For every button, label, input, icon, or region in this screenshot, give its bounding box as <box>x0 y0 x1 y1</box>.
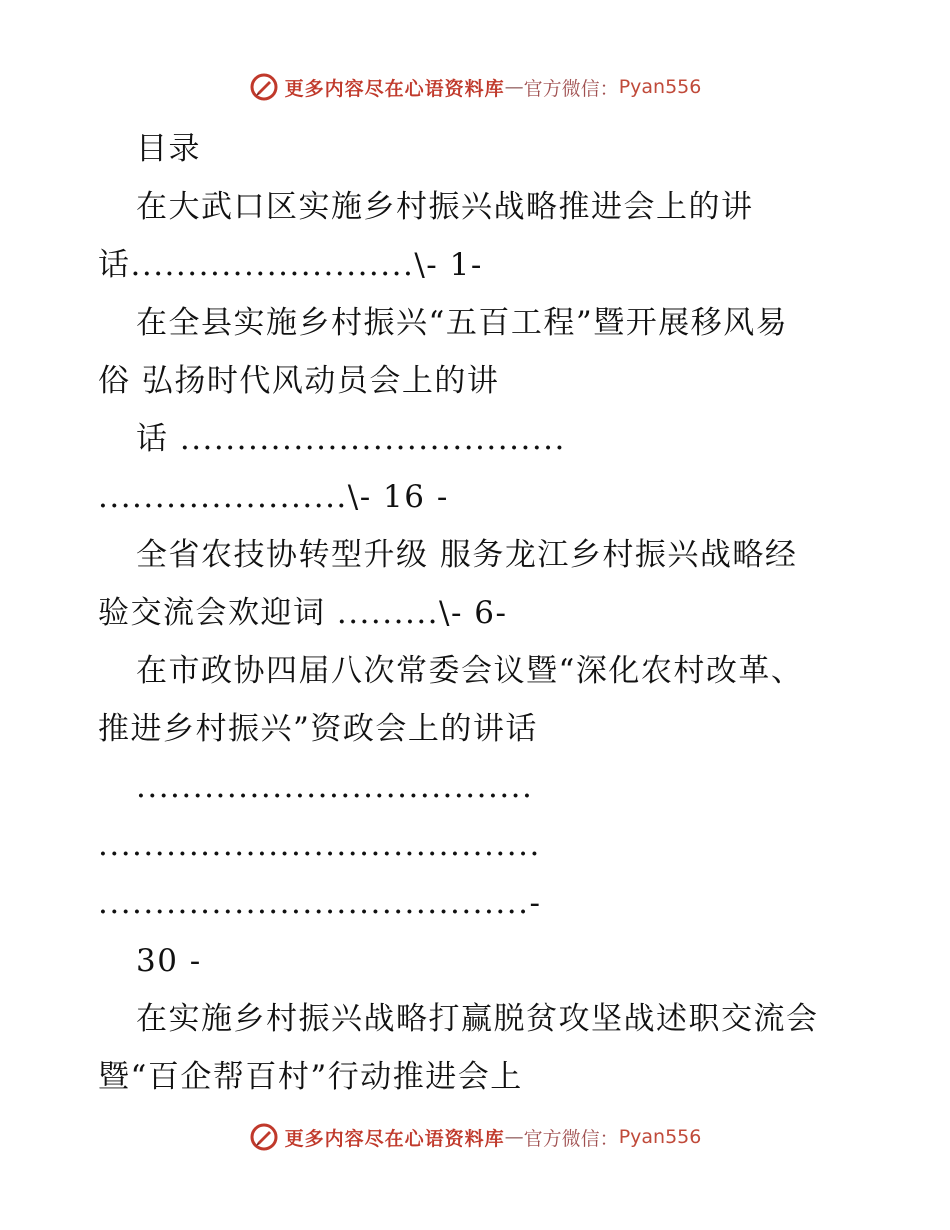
toc-line: 话 .................................. <box>136 421 566 457</box>
toc-line: ......................\- 16 - <box>98 479 449 515</box>
watermark-brand: 更多内容尽在心语资料库 <box>284 1127 505 1150</box>
toc-line: ....................................... <box>98 827 541 863</box>
toc-heading: 目录 <box>136 131 201 167</box>
toc-line: 全省农技协转型升级 服务龙江乡村振兴战略经 <box>136 537 798 573</box>
toc-line: 暨“百企帮百村”行动推进会上 <box>98 1059 523 1095</box>
watermark-wechat-id: Pyan556 <box>618 1126 702 1148</box>
toc-line: 在全县实施乡村振兴“五百工程”暨开展移风易 <box>136 305 789 341</box>
toc-line: 俗 弘扬时代风动员会上的讲 <box>98 363 500 399</box>
toc-line: 在市政协四届八次常委会议暨“深化农村改革、 <box>136 653 804 689</box>
toc-line: 验交流会欢迎词 .........\- 6- <box>98 595 508 631</box>
watermark-brand: 更多内容尽在心语资料库 <box>284 77 505 100</box>
watermark-wechat-label: 官方微信： <box>523 77 619 100</box>
table-of-contents <box>98 120 858 1106</box>
watermark-footer <box>0 1122 950 1152</box>
pen-logo-icon <box>249 72 279 102</box>
watermark-header <box>0 72 950 102</box>
toc-line: 在大武口区实施乡村振兴战略推进会上的讲 <box>136 189 754 225</box>
toc-line: 在实施乡村振兴战略打赢脱贫攻坚战述职交流会 <box>136 1001 819 1037</box>
watermark-separator: — <box>504 1126 524 1148</box>
pen-logo-icon <box>249 1122 279 1152</box>
toc-line: 话.........................\- 1- <box>98 247 483 283</box>
toc-line: ......................................- <box>98 885 542 921</box>
toc-line: 30 - <box>136 943 202 979</box>
watermark-wechat-label: 官方微信： <box>523 1127 619 1150</box>
watermark-wechat-id: Pyan556 <box>618 76 702 98</box>
toc-line: ................................... <box>136 769 534 805</box>
toc-line: 推进乡村振兴”资政会上的讲话 <box>98 711 538 747</box>
watermark-separator: — <box>504 76 524 98</box>
